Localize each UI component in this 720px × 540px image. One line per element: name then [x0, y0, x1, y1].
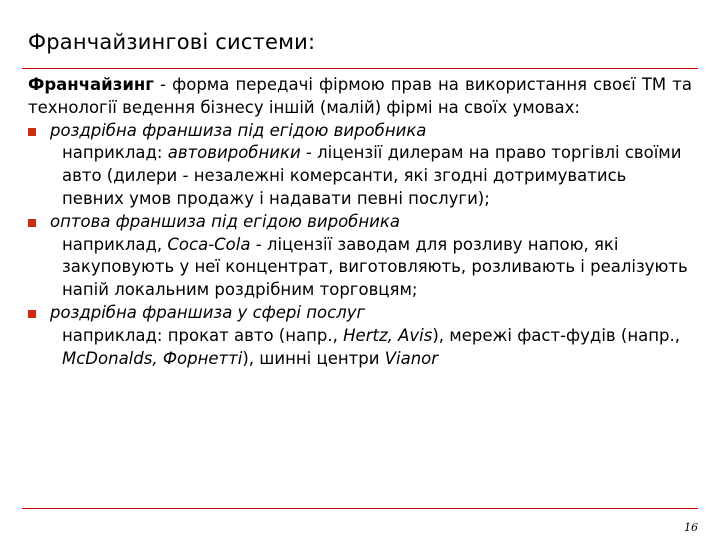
list-item-heading: оптова франшиза під егідою виробника	[50, 211, 400, 231]
list-item-detail	[28, 325, 692, 371]
detail-text: ), мережі фаст-фудів (напр.,	[432, 325, 680, 345]
detail-emphasis: Vianor	[384, 348, 439, 368]
square-bullet-icon	[28, 310, 36, 318]
list-item-wholesale-manufacturer	[28, 211, 692, 234]
list-item-retail-services	[28, 302, 692, 325]
title-divider	[22, 68, 698, 69]
page-number: 16	[684, 521, 698, 534]
detail-emphasis: Coca-Cola	[167, 234, 251, 254]
list-item-heading: роздрібна франшиза під егідою виробника	[50, 120, 427, 140]
slide-content	[28, 74, 692, 370]
list-item-detail	[28, 234, 692, 302]
slide-title: Франчайзингові системи:	[28, 30, 316, 54]
square-bullet-icon	[28, 128, 36, 136]
detail-text: наприклад: прокат авто (напр.,	[62, 325, 344, 345]
list-item-retail-manufacturer	[28, 120, 692, 143]
footer-divider	[22, 508, 698, 509]
intro-definition: - форма передачі фірмою прав на використання своєї ТМ та технології ведення бізнесу іншій (малій) фірмі на своїх умовах:	[28, 75, 692, 117]
detail-text: наприклад,	[62, 234, 168, 254]
intro-paragraph	[28, 74, 692, 120]
square-bullet-icon	[28, 219, 36, 227]
detail-text: ), шинні центри	[242, 348, 385, 368]
detail-text: наприклад:	[62, 143, 168, 163]
detail-emphasis: McDonalds, Форнетті	[62, 348, 243, 368]
list-item-heading: роздрібна франшиза у сфері послуг	[50, 302, 366, 322]
detail-text: - ліцензії дилерам на право торгівлі своїми авто (дилери - незалежні комерсанти, які згодні дотримуватись певних умов продажу і надавати певні послуги);	[62, 143, 682, 208]
detail-emphasis: автовиробники	[167, 143, 301, 163]
detail-emphasis: Hertz, Avis	[343, 325, 433, 345]
list-item-detail	[28, 142, 692, 210]
detail-text: - ліцензії заводам для розливу напою, які закуповують у неї концентрат, виготовляють, розливають і реалізують напій локальним роздрібним торговцям;	[62, 234, 688, 300]
intro-term: Франчайзинг	[28, 75, 154, 94]
